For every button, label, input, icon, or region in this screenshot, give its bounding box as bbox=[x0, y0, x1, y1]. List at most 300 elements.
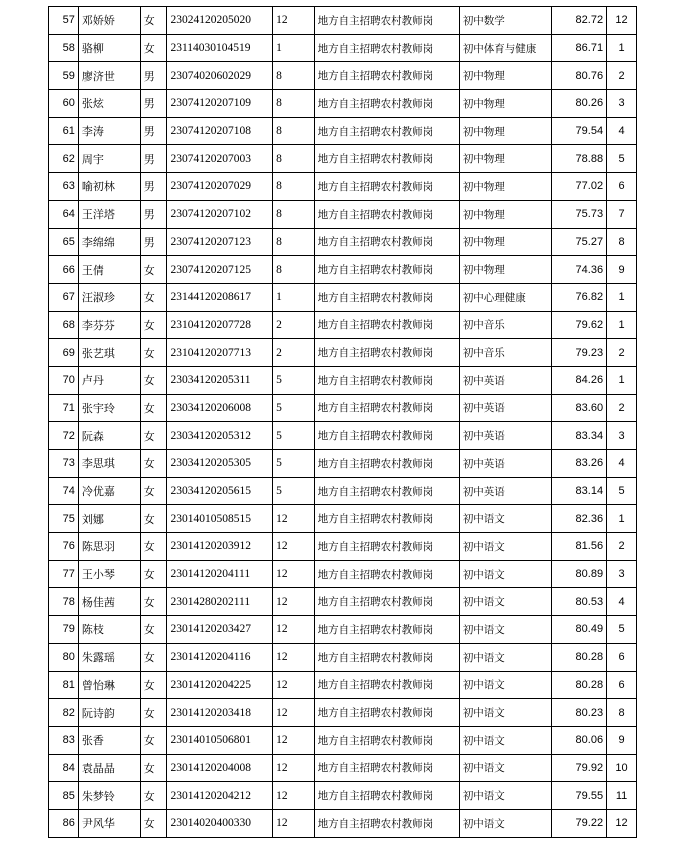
table-row bbox=[49, 450, 637, 478]
rank-cell: 9 bbox=[607, 256, 637, 284]
position-cell: 地方自主招聘农村教师岗 bbox=[314, 90, 459, 118]
name-cell: 张炫 bbox=[78, 90, 140, 118]
subject-cell: 初中物理 bbox=[459, 62, 551, 90]
table-row bbox=[49, 34, 637, 62]
table-row bbox=[49, 477, 637, 505]
score-cell: 80.23 bbox=[551, 699, 606, 727]
position-cell: 地方自主招聘农村教师岗 bbox=[314, 699, 459, 727]
sex-cell: 男 bbox=[140, 62, 167, 90]
sex-cell: 女 bbox=[140, 505, 167, 533]
score-cell: 82.72 bbox=[551, 7, 606, 35]
rank-cell: 2 bbox=[607, 533, 637, 561]
exam-id-cell: 23074120207108 bbox=[167, 117, 273, 145]
sex-cell: 女 bbox=[140, 754, 167, 782]
post-code-cell: 12 bbox=[273, 671, 315, 699]
rank-cell: 6 bbox=[607, 671, 637, 699]
sex-cell: 男 bbox=[140, 200, 167, 228]
name-cell: 李绵绵 bbox=[78, 228, 140, 256]
post-code-cell: 12 bbox=[273, 505, 315, 533]
score-cell: 80.89 bbox=[551, 560, 606, 588]
name-cell: 李思琪 bbox=[78, 450, 140, 478]
row-number-cell: 84 bbox=[49, 754, 79, 782]
position-cell: 地方自主招聘农村教师岗 bbox=[314, 339, 459, 367]
position-cell: 地方自主招聘农村教师岗 bbox=[314, 505, 459, 533]
name-cell: 阮森 bbox=[78, 422, 140, 450]
score-cell: 80.49 bbox=[551, 616, 606, 644]
name-cell: 冷优嘉 bbox=[78, 477, 140, 505]
exam-id-cell: 23074120207003 bbox=[167, 145, 273, 173]
table-row bbox=[49, 505, 637, 533]
post-code-cell: 8 bbox=[273, 145, 315, 173]
name-cell: 陈思羽 bbox=[78, 533, 140, 561]
subject-cell: 初中语文 bbox=[459, 782, 551, 810]
score-cell: 80.76 bbox=[551, 62, 606, 90]
post-code-cell: 12 bbox=[273, 616, 315, 644]
post-code-cell: 12 bbox=[273, 699, 315, 727]
name-cell: 王洋塔 bbox=[78, 200, 140, 228]
subject-cell: 初中语文 bbox=[459, 616, 551, 644]
subject-cell: 初中语文 bbox=[459, 560, 551, 588]
row-number-cell: 62 bbox=[49, 145, 79, 173]
table-row bbox=[49, 283, 637, 311]
row-number-cell: 76 bbox=[49, 533, 79, 561]
row-number-cell: 61 bbox=[49, 117, 79, 145]
sex-cell: 女 bbox=[140, 616, 167, 644]
position-cell: 地方自主招聘农村教师岗 bbox=[314, 366, 459, 394]
position-cell: 地方自主招聘农村教师岗 bbox=[314, 34, 459, 62]
row-number-cell: 69 bbox=[49, 339, 79, 367]
subject-cell: 初中物理 bbox=[459, 117, 551, 145]
post-code-cell: 12 bbox=[273, 533, 315, 561]
table-row bbox=[49, 366, 637, 394]
table-row bbox=[49, 533, 637, 561]
table-row bbox=[49, 311, 637, 339]
sex-cell: 女 bbox=[140, 560, 167, 588]
name-cell: 朱梦铃 bbox=[78, 782, 140, 810]
row-number-cell: 66 bbox=[49, 256, 79, 284]
post-code-cell: 1 bbox=[273, 34, 315, 62]
table-row bbox=[49, 754, 637, 782]
rank-cell: 11 bbox=[607, 782, 637, 810]
table-row bbox=[49, 394, 637, 422]
subject-cell: 初中物理 bbox=[459, 145, 551, 173]
rank-cell: 12 bbox=[607, 7, 637, 35]
exam-id-cell: 23034120205305 bbox=[167, 450, 273, 478]
sex-cell: 女 bbox=[140, 311, 167, 339]
position-cell: 地方自主招聘农村教师岗 bbox=[314, 754, 459, 782]
score-cell: 79.54 bbox=[551, 117, 606, 145]
sex-cell: 女 bbox=[140, 671, 167, 699]
rank-cell: 5 bbox=[607, 477, 637, 505]
sex-cell: 男 bbox=[140, 173, 167, 201]
table-row bbox=[49, 699, 637, 727]
exam-id-cell: 23014120204008 bbox=[167, 754, 273, 782]
post-code-cell: 12 bbox=[273, 809, 315, 837]
score-cell: 80.28 bbox=[551, 643, 606, 671]
subject-cell: 初中物理 bbox=[459, 200, 551, 228]
exam-id-cell: 23074120207123 bbox=[167, 228, 273, 256]
post-code-cell: 12 bbox=[273, 7, 315, 35]
rank-cell: 12 bbox=[607, 809, 637, 837]
subject-cell: 初中数学 bbox=[459, 7, 551, 35]
name-cell: 张艺琪 bbox=[78, 339, 140, 367]
table-row bbox=[49, 560, 637, 588]
exam-id-cell: 23014120203912 bbox=[167, 533, 273, 561]
subject-cell: 初中物理 bbox=[459, 90, 551, 118]
position-cell: 地方自主招聘农村教师岗 bbox=[314, 671, 459, 699]
rank-cell: 9 bbox=[607, 726, 637, 754]
exam-id-cell: 23104120207728 bbox=[167, 311, 273, 339]
name-cell: 曾怡琳 bbox=[78, 671, 140, 699]
position-cell: 地方自主招聘农村教师岗 bbox=[314, 311, 459, 339]
exam-id-cell: 23014120204116 bbox=[167, 643, 273, 671]
name-cell: 朱露瑶 bbox=[78, 643, 140, 671]
post-code-cell: 12 bbox=[273, 560, 315, 588]
rank-cell: 7 bbox=[607, 200, 637, 228]
position-cell: 地方自主招聘农村教师岗 bbox=[314, 588, 459, 616]
table-body bbox=[49, 7, 637, 838]
score-cell: 83.34 bbox=[551, 422, 606, 450]
row-number-cell: 79 bbox=[49, 616, 79, 644]
exam-id-cell: 23014120203427 bbox=[167, 616, 273, 644]
exam-id-cell: 23024120205020 bbox=[167, 7, 273, 35]
rank-cell: 5 bbox=[607, 616, 637, 644]
subject-cell: 初中语文 bbox=[459, 505, 551, 533]
subject-cell: 初中物理 bbox=[459, 228, 551, 256]
name-cell: 尹风华 bbox=[78, 809, 140, 837]
row-number-cell: 86 bbox=[49, 809, 79, 837]
position-cell: 地方自主招聘农村教师岗 bbox=[314, 228, 459, 256]
post-code-cell: 8 bbox=[273, 173, 315, 201]
position-cell: 地方自主招聘农村教师岗 bbox=[314, 533, 459, 561]
subject-cell: 初中英语 bbox=[459, 394, 551, 422]
position-cell: 地方自主招聘农村教师岗 bbox=[314, 283, 459, 311]
exam-id-cell: 23074120207125 bbox=[167, 256, 273, 284]
post-code-cell: 12 bbox=[273, 588, 315, 616]
row-number-cell: 58 bbox=[49, 34, 79, 62]
subject-cell: 初中语文 bbox=[459, 754, 551, 782]
name-cell: 汪淑珍 bbox=[78, 283, 140, 311]
sex-cell: 女 bbox=[140, 643, 167, 671]
score-cell: 83.60 bbox=[551, 394, 606, 422]
name-cell: 陈枝 bbox=[78, 616, 140, 644]
subject-cell: 初中语文 bbox=[459, 699, 551, 727]
table-row bbox=[49, 145, 637, 173]
exam-id-cell: 23074120207109 bbox=[167, 90, 273, 118]
post-code-cell: 1 bbox=[273, 283, 315, 311]
subject-cell: 初中音乐 bbox=[459, 311, 551, 339]
table-row bbox=[49, 339, 637, 367]
rank-cell: 6 bbox=[607, 643, 637, 671]
post-code-cell: 12 bbox=[273, 782, 315, 810]
sex-cell: 女 bbox=[140, 809, 167, 837]
sex-cell: 男 bbox=[140, 228, 167, 256]
position-cell: 地方自主招聘农村教师岗 bbox=[314, 726, 459, 754]
sex-cell: 女 bbox=[140, 34, 167, 62]
row-number-cell: 60 bbox=[49, 90, 79, 118]
post-code-cell: 8 bbox=[273, 228, 315, 256]
row-number-cell: 57 bbox=[49, 7, 79, 35]
name-cell: 骆柳 bbox=[78, 34, 140, 62]
row-number-cell: 78 bbox=[49, 588, 79, 616]
subject-cell: 初中音乐 bbox=[459, 339, 551, 367]
rank-cell: 2 bbox=[607, 394, 637, 422]
post-code-cell: 12 bbox=[273, 726, 315, 754]
table-row bbox=[49, 643, 637, 671]
score-cell: 86.71 bbox=[551, 34, 606, 62]
row-number-cell: 77 bbox=[49, 560, 79, 588]
name-cell: 周宇 bbox=[78, 145, 140, 173]
exam-id-cell: 23034120205615 bbox=[167, 477, 273, 505]
subject-cell: 初中语文 bbox=[459, 533, 551, 561]
post-code-cell: 12 bbox=[273, 643, 315, 671]
name-cell: 张宇玲 bbox=[78, 394, 140, 422]
score-cell: 79.55 bbox=[551, 782, 606, 810]
position-cell: 地方自主招聘农村教师岗 bbox=[314, 394, 459, 422]
rank-cell: 6 bbox=[607, 173, 637, 201]
sex-cell: 女 bbox=[140, 782, 167, 810]
exam-id-cell: 23034120205312 bbox=[167, 422, 273, 450]
table-row bbox=[49, 809, 637, 837]
row-number-cell: 74 bbox=[49, 477, 79, 505]
rank-cell: 3 bbox=[607, 90, 637, 118]
exam-id-cell: 23014280202111 bbox=[167, 588, 273, 616]
position-cell: 地方自主招聘农村教师岗 bbox=[314, 62, 459, 90]
rank-cell: 3 bbox=[607, 560, 637, 588]
row-number-cell: 68 bbox=[49, 311, 79, 339]
row-number-cell: 83 bbox=[49, 726, 79, 754]
score-cell: 79.22 bbox=[551, 809, 606, 837]
score-cell: 79.62 bbox=[551, 311, 606, 339]
rank-cell: 5 bbox=[607, 145, 637, 173]
rank-cell: 1 bbox=[607, 366, 637, 394]
score-cell: 79.92 bbox=[551, 754, 606, 782]
sex-cell: 女 bbox=[140, 588, 167, 616]
score-cell: 80.06 bbox=[551, 726, 606, 754]
table-row bbox=[49, 62, 637, 90]
position-cell: 地方自主招聘农村教师岗 bbox=[314, 7, 459, 35]
name-cell: 刘娜 bbox=[78, 505, 140, 533]
subject-cell: 初中物理 bbox=[459, 173, 551, 201]
rank-cell: 10 bbox=[607, 754, 637, 782]
name-cell: 李涛 bbox=[78, 117, 140, 145]
rank-cell: 1 bbox=[607, 283, 637, 311]
exam-id-cell: 23014010508515 bbox=[167, 505, 273, 533]
score-cell: 77.02 bbox=[551, 173, 606, 201]
row-number-cell: 59 bbox=[49, 62, 79, 90]
score-cell: 82.36 bbox=[551, 505, 606, 533]
score-cell: 83.14 bbox=[551, 477, 606, 505]
subject-cell: 初中体育与健康 bbox=[459, 34, 551, 62]
rank-cell: 8 bbox=[607, 228, 637, 256]
subject-cell: 初中英语 bbox=[459, 366, 551, 394]
row-number-cell: 67 bbox=[49, 283, 79, 311]
sex-cell: 女 bbox=[140, 366, 167, 394]
exam-id-cell: 23014020400330 bbox=[167, 809, 273, 837]
row-number-cell: 65 bbox=[49, 228, 79, 256]
sex-cell: 女 bbox=[140, 339, 167, 367]
position-cell: 地方自主招聘农村教师岗 bbox=[314, 256, 459, 284]
table-row bbox=[49, 422, 637, 450]
table-row bbox=[49, 256, 637, 284]
position-cell: 地方自主招聘农村教师岗 bbox=[314, 809, 459, 837]
position-cell: 地方自主招聘农村教师岗 bbox=[314, 200, 459, 228]
row-number-cell: 81 bbox=[49, 671, 79, 699]
rank-cell: 4 bbox=[607, 450, 637, 478]
post-code-cell: 8 bbox=[273, 256, 315, 284]
rank-cell: 8 bbox=[607, 699, 637, 727]
position-cell: 地方自主招聘农村教师岗 bbox=[314, 422, 459, 450]
row-number-cell: 80 bbox=[49, 643, 79, 671]
sex-cell: 女 bbox=[140, 422, 167, 450]
post-code-cell: 5 bbox=[273, 422, 315, 450]
exam-id-cell: 23104120207713 bbox=[167, 339, 273, 367]
exam-id-cell: 23014010506801 bbox=[167, 726, 273, 754]
table-row bbox=[49, 671, 637, 699]
name-cell: 卢丹 bbox=[78, 366, 140, 394]
table-row bbox=[49, 90, 637, 118]
row-number-cell: 75 bbox=[49, 505, 79, 533]
sex-cell: 男 bbox=[140, 90, 167, 118]
exam-id-cell: 23014120203418 bbox=[167, 699, 273, 727]
exam-id-cell: 23014120204225 bbox=[167, 671, 273, 699]
exam-id-cell: 23114030104519 bbox=[167, 34, 273, 62]
subject-cell: 初中语文 bbox=[459, 588, 551, 616]
name-cell: 袁晶晶 bbox=[78, 754, 140, 782]
post-code-cell: 2 bbox=[273, 339, 315, 367]
subject-cell: 初中语文 bbox=[459, 671, 551, 699]
table-row bbox=[49, 228, 637, 256]
exam-id-cell: 23074120207102 bbox=[167, 200, 273, 228]
sex-cell: 女 bbox=[140, 533, 167, 561]
rank-cell: 2 bbox=[607, 339, 637, 367]
results-table bbox=[48, 6, 637, 838]
position-cell: 地方自主招聘农村教师岗 bbox=[314, 477, 459, 505]
sex-cell: 男 bbox=[140, 145, 167, 173]
position-cell: 地方自主招聘农村教师岗 bbox=[314, 450, 459, 478]
position-cell: 地方自主招聘农村教师岗 bbox=[314, 117, 459, 145]
table-row bbox=[49, 173, 637, 201]
post-code-cell: 8 bbox=[273, 200, 315, 228]
name-cell: 张香 bbox=[78, 726, 140, 754]
rank-cell: 4 bbox=[607, 117, 637, 145]
row-number-cell: 85 bbox=[49, 782, 79, 810]
rank-cell: 1 bbox=[607, 34, 637, 62]
sex-cell: 女 bbox=[140, 477, 167, 505]
sex-cell: 女 bbox=[140, 450, 167, 478]
rank-cell: 4 bbox=[607, 588, 637, 616]
row-number-cell: 72 bbox=[49, 422, 79, 450]
score-cell: 80.53 bbox=[551, 588, 606, 616]
score-cell: 75.27 bbox=[551, 228, 606, 256]
name-cell: 廖济世 bbox=[78, 62, 140, 90]
row-number-cell: 70 bbox=[49, 366, 79, 394]
table-row bbox=[49, 616, 637, 644]
score-cell: 80.26 bbox=[551, 90, 606, 118]
row-number-cell: 82 bbox=[49, 699, 79, 727]
sex-cell: 女 bbox=[140, 256, 167, 284]
exam-id-cell: 23034120205311 bbox=[167, 366, 273, 394]
rank-cell: 2 bbox=[607, 62, 637, 90]
sex-cell: 男 bbox=[140, 117, 167, 145]
subject-cell: 初中语文 bbox=[459, 726, 551, 754]
exam-id-cell: 23014120204111 bbox=[167, 560, 273, 588]
table-row bbox=[49, 200, 637, 228]
name-cell: 邓娇娇 bbox=[78, 7, 140, 35]
name-cell: 王倩 bbox=[78, 256, 140, 284]
post-code-cell: 8 bbox=[273, 90, 315, 118]
post-code-cell: 8 bbox=[273, 62, 315, 90]
row-number-cell: 63 bbox=[49, 173, 79, 201]
rank-cell: 1 bbox=[607, 505, 637, 533]
exam-id-cell: 23074120207029 bbox=[167, 173, 273, 201]
position-cell: 地方自主招聘农村教师岗 bbox=[314, 782, 459, 810]
row-number-cell: 71 bbox=[49, 394, 79, 422]
subject-cell: 初中语文 bbox=[459, 809, 551, 837]
name-cell: 王小琴 bbox=[78, 560, 140, 588]
exam-id-cell: 23034120206008 bbox=[167, 394, 273, 422]
subject-cell: 初中心理健康 bbox=[459, 283, 551, 311]
subject-cell: 初中英语 bbox=[459, 422, 551, 450]
sex-cell: 女 bbox=[140, 283, 167, 311]
post-code-cell: 12 bbox=[273, 754, 315, 782]
position-cell: 地方自主招聘农村教师岗 bbox=[314, 616, 459, 644]
table-row bbox=[49, 117, 637, 145]
table-row bbox=[49, 726, 637, 754]
rank-cell: 3 bbox=[607, 422, 637, 450]
table-row bbox=[49, 588, 637, 616]
exam-id-cell: 23074020602029 bbox=[167, 62, 273, 90]
subject-cell: 初中语文 bbox=[459, 643, 551, 671]
position-cell: 地方自主招聘农村教师岗 bbox=[314, 173, 459, 201]
score-cell: 84.26 bbox=[551, 366, 606, 394]
score-cell: 79.23 bbox=[551, 339, 606, 367]
sex-cell: 女 bbox=[140, 726, 167, 754]
subject-cell: 初中英语 bbox=[459, 477, 551, 505]
exam-id-cell: 23014120204212 bbox=[167, 782, 273, 810]
score-cell: 83.26 bbox=[551, 450, 606, 478]
sex-cell: 女 bbox=[140, 7, 167, 35]
post-code-cell: 5 bbox=[273, 450, 315, 478]
post-code-cell: 5 bbox=[273, 394, 315, 422]
position-cell: 地方自主招聘农村教师岗 bbox=[314, 643, 459, 671]
name-cell: 杨佳茜 bbox=[78, 588, 140, 616]
post-code-cell: 5 bbox=[273, 366, 315, 394]
table-row bbox=[49, 7, 637, 35]
score-cell: 78.88 bbox=[551, 145, 606, 173]
name-cell: 李芬芬 bbox=[78, 311, 140, 339]
position-cell: 地方自主招聘农村教师岗 bbox=[314, 560, 459, 588]
position-cell: 地方自主招聘农村教师岗 bbox=[314, 145, 459, 173]
post-code-cell: 2 bbox=[273, 311, 315, 339]
score-cell: 76.82 bbox=[551, 283, 606, 311]
subject-cell: 初中物理 bbox=[459, 256, 551, 284]
table-row bbox=[49, 782, 637, 810]
score-cell: 80.28 bbox=[551, 671, 606, 699]
score-cell: 81.56 bbox=[551, 533, 606, 561]
rank-cell: 1 bbox=[607, 311, 637, 339]
row-number-cell: 64 bbox=[49, 200, 79, 228]
row-number-cell: 73 bbox=[49, 450, 79, 478]
score-cell: 74.36 bbox=[551, 256, 606, 284]
sex-cell: 女 bbox=[140, 699, 167, 727]
name-cell: 阮诗韵 bbox=[78, 699, 140, 727]
post-code-cell: 5 bbox=[273, 477, 315, 505]
name-cell: 喻初林 bbox=[78, 173, 140, 201]
score-cell: 75.73 bbox=[551, 200, 606, 228]
exam-id-cell: 23144120208617 bbox=[167, 283, 273, 311]
post-code-cell: 8 bbox=[273, 117, 315, 145]
